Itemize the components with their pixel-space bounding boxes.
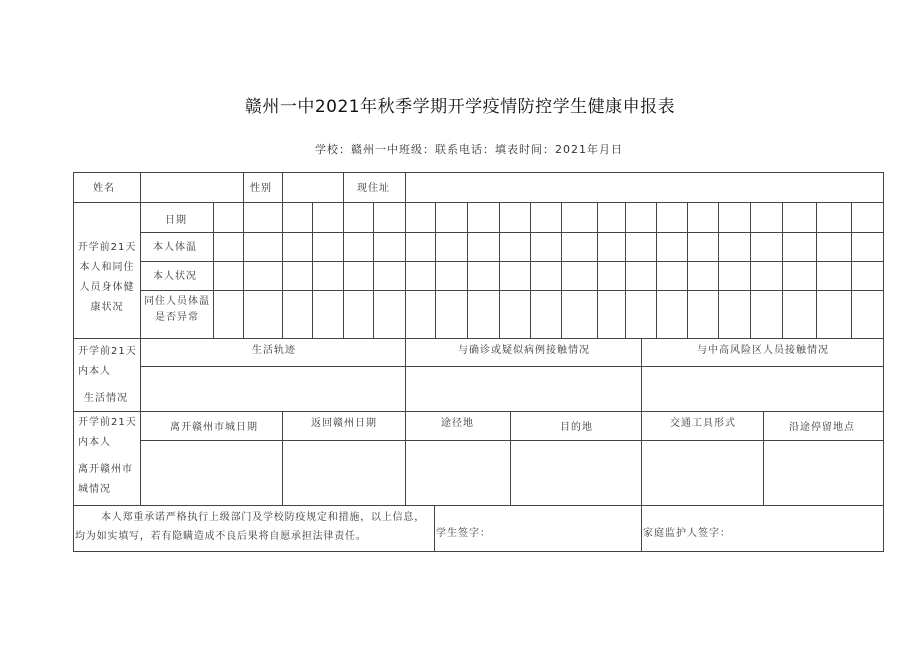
form-subheader: 学校：赣州一中班级：联系电话：填表时间：2021年月日 (315, 143, 623, 156)
col-life-track: 生活轨迹 (252, 345, 296, 356)
guardian-sign-label: 家庭监护人签字： (643, 528, 731, 539)
col-transport: 交通工具形式 (670, 418, 736, 429)
col-contact-risk: 与中高风险区人员接触情况 (697, 345, 829, 356)
address-label: 现住址 (357, 183, 390, 194)
life-section-label: 开学前21天内本人 (78, 346, 137, 377)
gender-label: 性别 (250, 183, 272, 194)
leave-section-sublabel: 离开赣州市城情况 (78, 464, 133, 495)
health-section-label: 开学前21天本人和同住人员身体健康状况 (77, 242, 137, 313)
col-destination: 目的地 (560, 422, 593, 433)
col-contact-cases: 与确诊或疑似病例接触情况 (458, 345, 590, 356)
name-label: 姓名 (93, 183, 115, 194)
leave-section-label: 开学前21天内本人 (78, 417, 137, 448)
col-leave-date: 离开赣州市城日期 (170, 422, 258, 433)
student-sign-label: 学生签字： (436, 528, 491, 539)
self-status-label: 本人状况 (153, 271, 197, 282)
date-label: 日期 (165, 215, 187, 226)
form-title: 赣州一中2021年秋季学期开学疫情防控学生健康申报表 (244, 97, 676, 117)
self-temp-label: 本人体温 (153, 242, 197, 253)
col-via: 途径地 (441, 418, 474, 429)
cohab-temp-label: 同住人员体温是否异常 (144, 296, 210, 323)
pledge-text: 本人郑重承诺严格执行上级部门及学校防疫规定和措施，以上信息，均为如实填写，若有隐瞒造成不良后果将自愿承担法律责任。 (75, 512, 425, 542)
life-section-sublabel: 生活情况 (84, 393, 128, 404)
col-return-date: 返回赣州日期 (311, 418, 377, 429)
col-stops: 沿途停留地点 (789, 422, 855, 433)
